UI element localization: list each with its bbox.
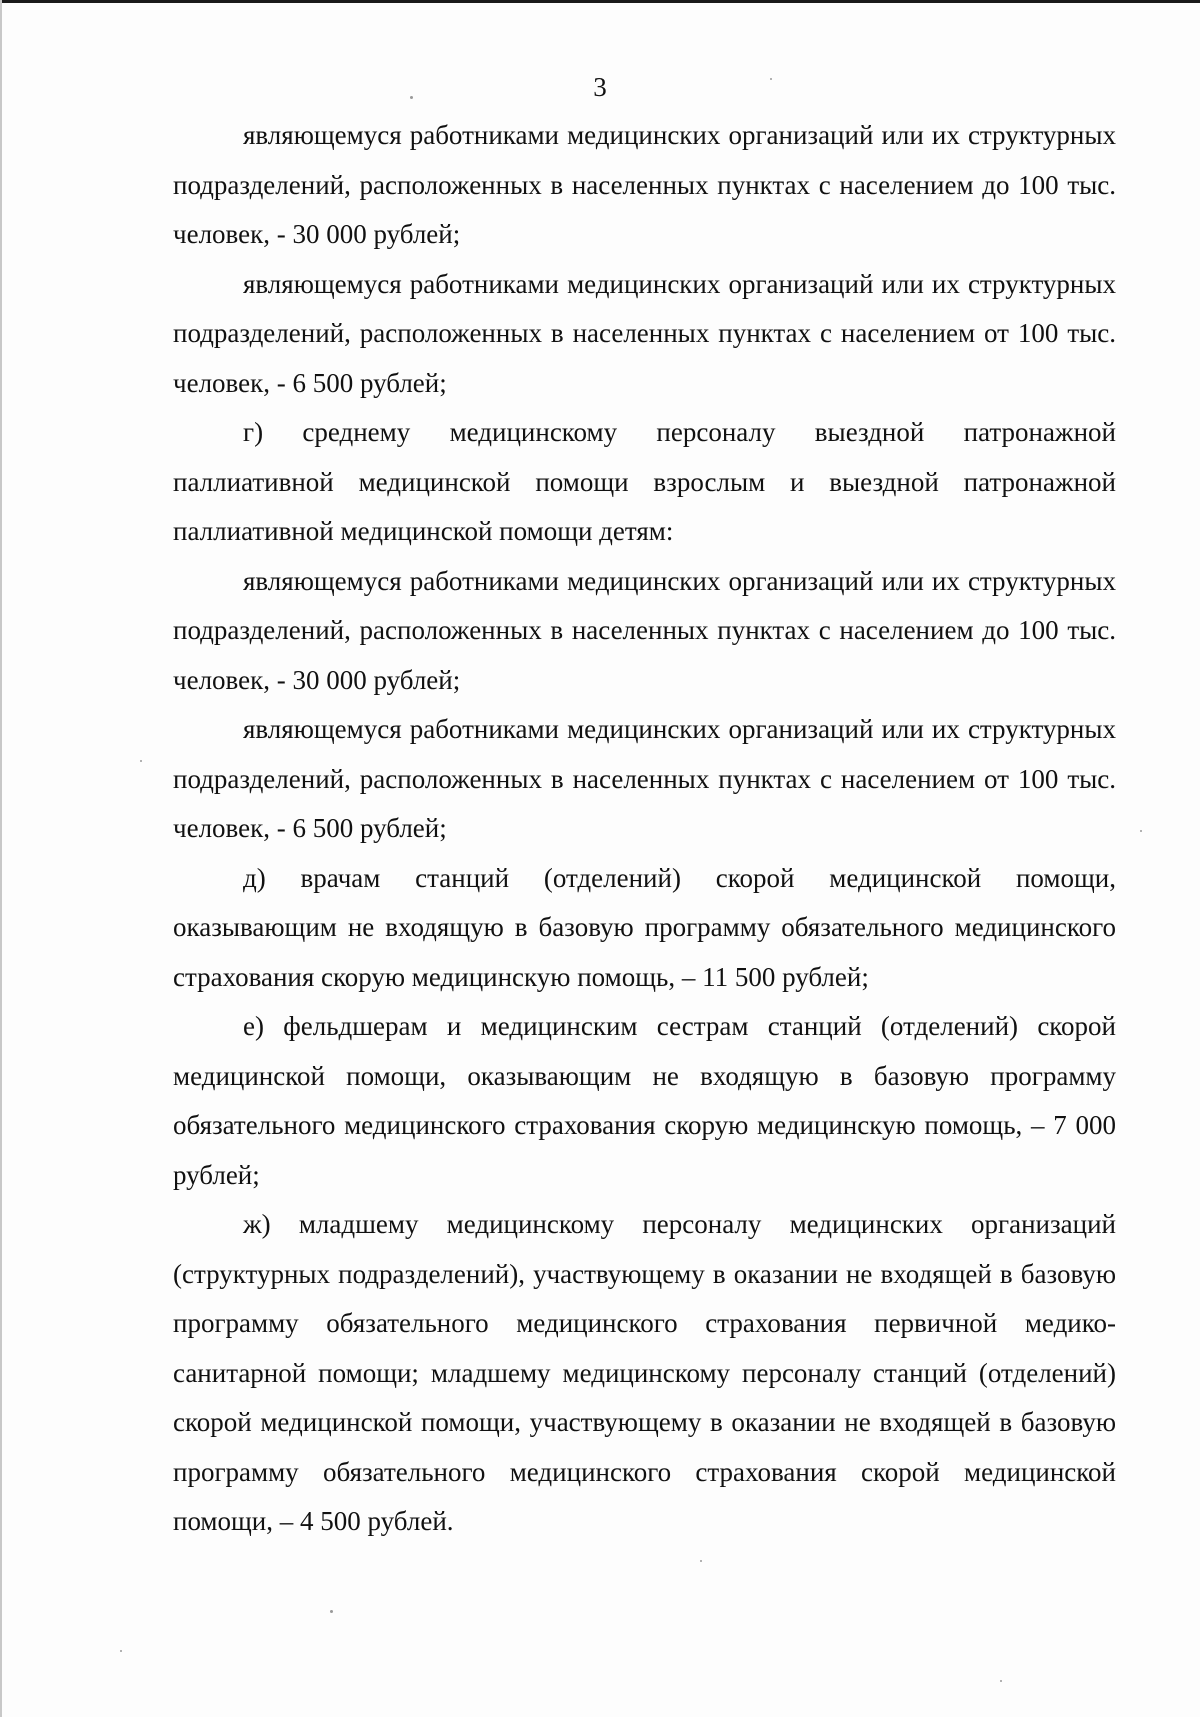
scan-speck <box>120 1650 122 1652</box>
document-body <box>173 111 1116 1547</box>
scan-speck <box>770 78 772 80</box>
paragraph-2: являющемуся работниками медицинских организаций или их структурных подразделений, расположенных в населенных пунктах с населением от 100 тыс. человек, - 6 500 рублей; <box>173 268 1116 398</box>
scan-speck <box>140 760 142 762</box>
paragraph-d: д) врачам станций (отделений) скорой медицинской помощи, оказывающим не входящую в базовую программу обязательного медицинского страхования скорую медицинскую помощь, – 11 500 рублей; <box>173 862 1116 992</box>
paragraph-e: е) фельдшерам и медицинским сестрам станций (отделений) скорой медицинской помощи, оказывающим не входящую в базовую программу обязательного медицинского страхования скорую медицинскую помощь, – 7 000 рублей; <box>173 1011 1116 1190</box>
paragraph-zh: ж) младшему медицинскому персоналу медицинских организаций (структурных подразделений), участвующему в оказании не входящей в базовую программу обязательного медицинского страхования первичной медико-санитарной помощи; младшему медицинскому персоналу станций (отделений) скорой медицинской помощи, участвующему в оказании не входящей в базовую программу обязательного медицинского страхования скорой медицинской помощи, – 4 500 рублей. <box>173 1209 1116 1536</box>
scan-speck <box>1140 830 1142 832</box>
scan-speck <box>1000 1680 1002 1682</box>
scan-top-border <box>0 0 1200 3</box>
scan-left-border <box>0 0 2 1717</box>
scan-speck <box>330 1610 333 1613</box>
scan-speck <box>410 96 413 99</box>
paragraph-5: являющемуся работниками медицинских организаций или их структурных подразделений, расположенных в населенных пунктах с населением от 100 тыс. человек, - 6 500 рублей; <box>173 714 1116 843</box>
scan-speck <box>700 1560 702 1562</box>
page-number: 3 <box>593 72 607 102</box>
paragraph-g: г) среднему медицинскому персоналу выездной патронажной паллиативной медицинской помощи взрослым и выездной патронажной паллиативной медицинской помощи детям: <box>173 417 1116 546</box>
paragraph-4: являющемуся работниками медицинских организаций или их структурных подразделений, расположенных в населенных пунктах с населением до 100 тыс. человек, - 30 000 рублей; <box>173 565 1116 695</box>
paragraph-1: являющемуся работниками медицинских организаций или их структурных подразделений, расположенных в населенных пунктах с населением до 100 тыс. человек, - 30 000 рублей; <box>173 120 1116 249</box>
